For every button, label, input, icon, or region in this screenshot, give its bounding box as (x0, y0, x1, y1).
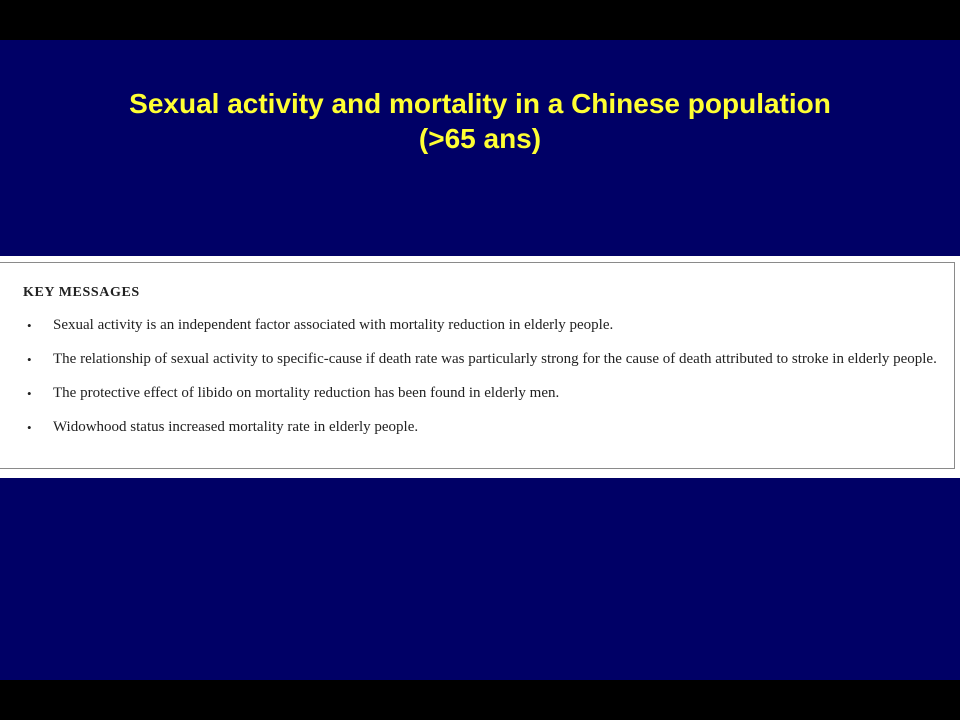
slide-title-line-2: (>65 ans) (418, 123, 542, 154)
bullet-icon: • (27, 386, 32, 401)
key-message-text: The relationship of sexual activity to specific-cause if death rate was particularly strong for the cause of death attributed to stroke in elderly people. (53, 351, 937, 367)
key-message-item (0, 349, 955, 370)
key-messages-frame (0, 262, 955, 469)
key-messages-list (0, 315, 955, 451)
key-message-text: Widowhood status increased mortality rate in elderly people. (53, 419, 419, 435)
key-message-text: Sexual activity is an independent factor associated with mortality reduction in elderly people. (53, 317, 614, 333)
key-messages-heading: KEY MESSAGES (23, 285, 140, 300)
bullet-icon: • (27, 318, 32, 333)
key-message-text: The protective effect of libido on mortality reduction has been found in elderly men. (53, 385, 560, 401)
key-message-item (0, 315, 955, 336)
slide-title (0, 86, 960, 156)
key-message-item (0, 383, 955, 404)
bullet-icon: • (27, 352, 32, 367)
slide-title-line-1: Sexual activity and mortality in a Chinese population (129, 88, 831, 119)
bullet-icon: • (27, 420, 32, 435)
slide (0, 40, 960, 680)
key-messages-panel (0, 256, 960, 478)
key-message-item (0, 417, 955, 438)
